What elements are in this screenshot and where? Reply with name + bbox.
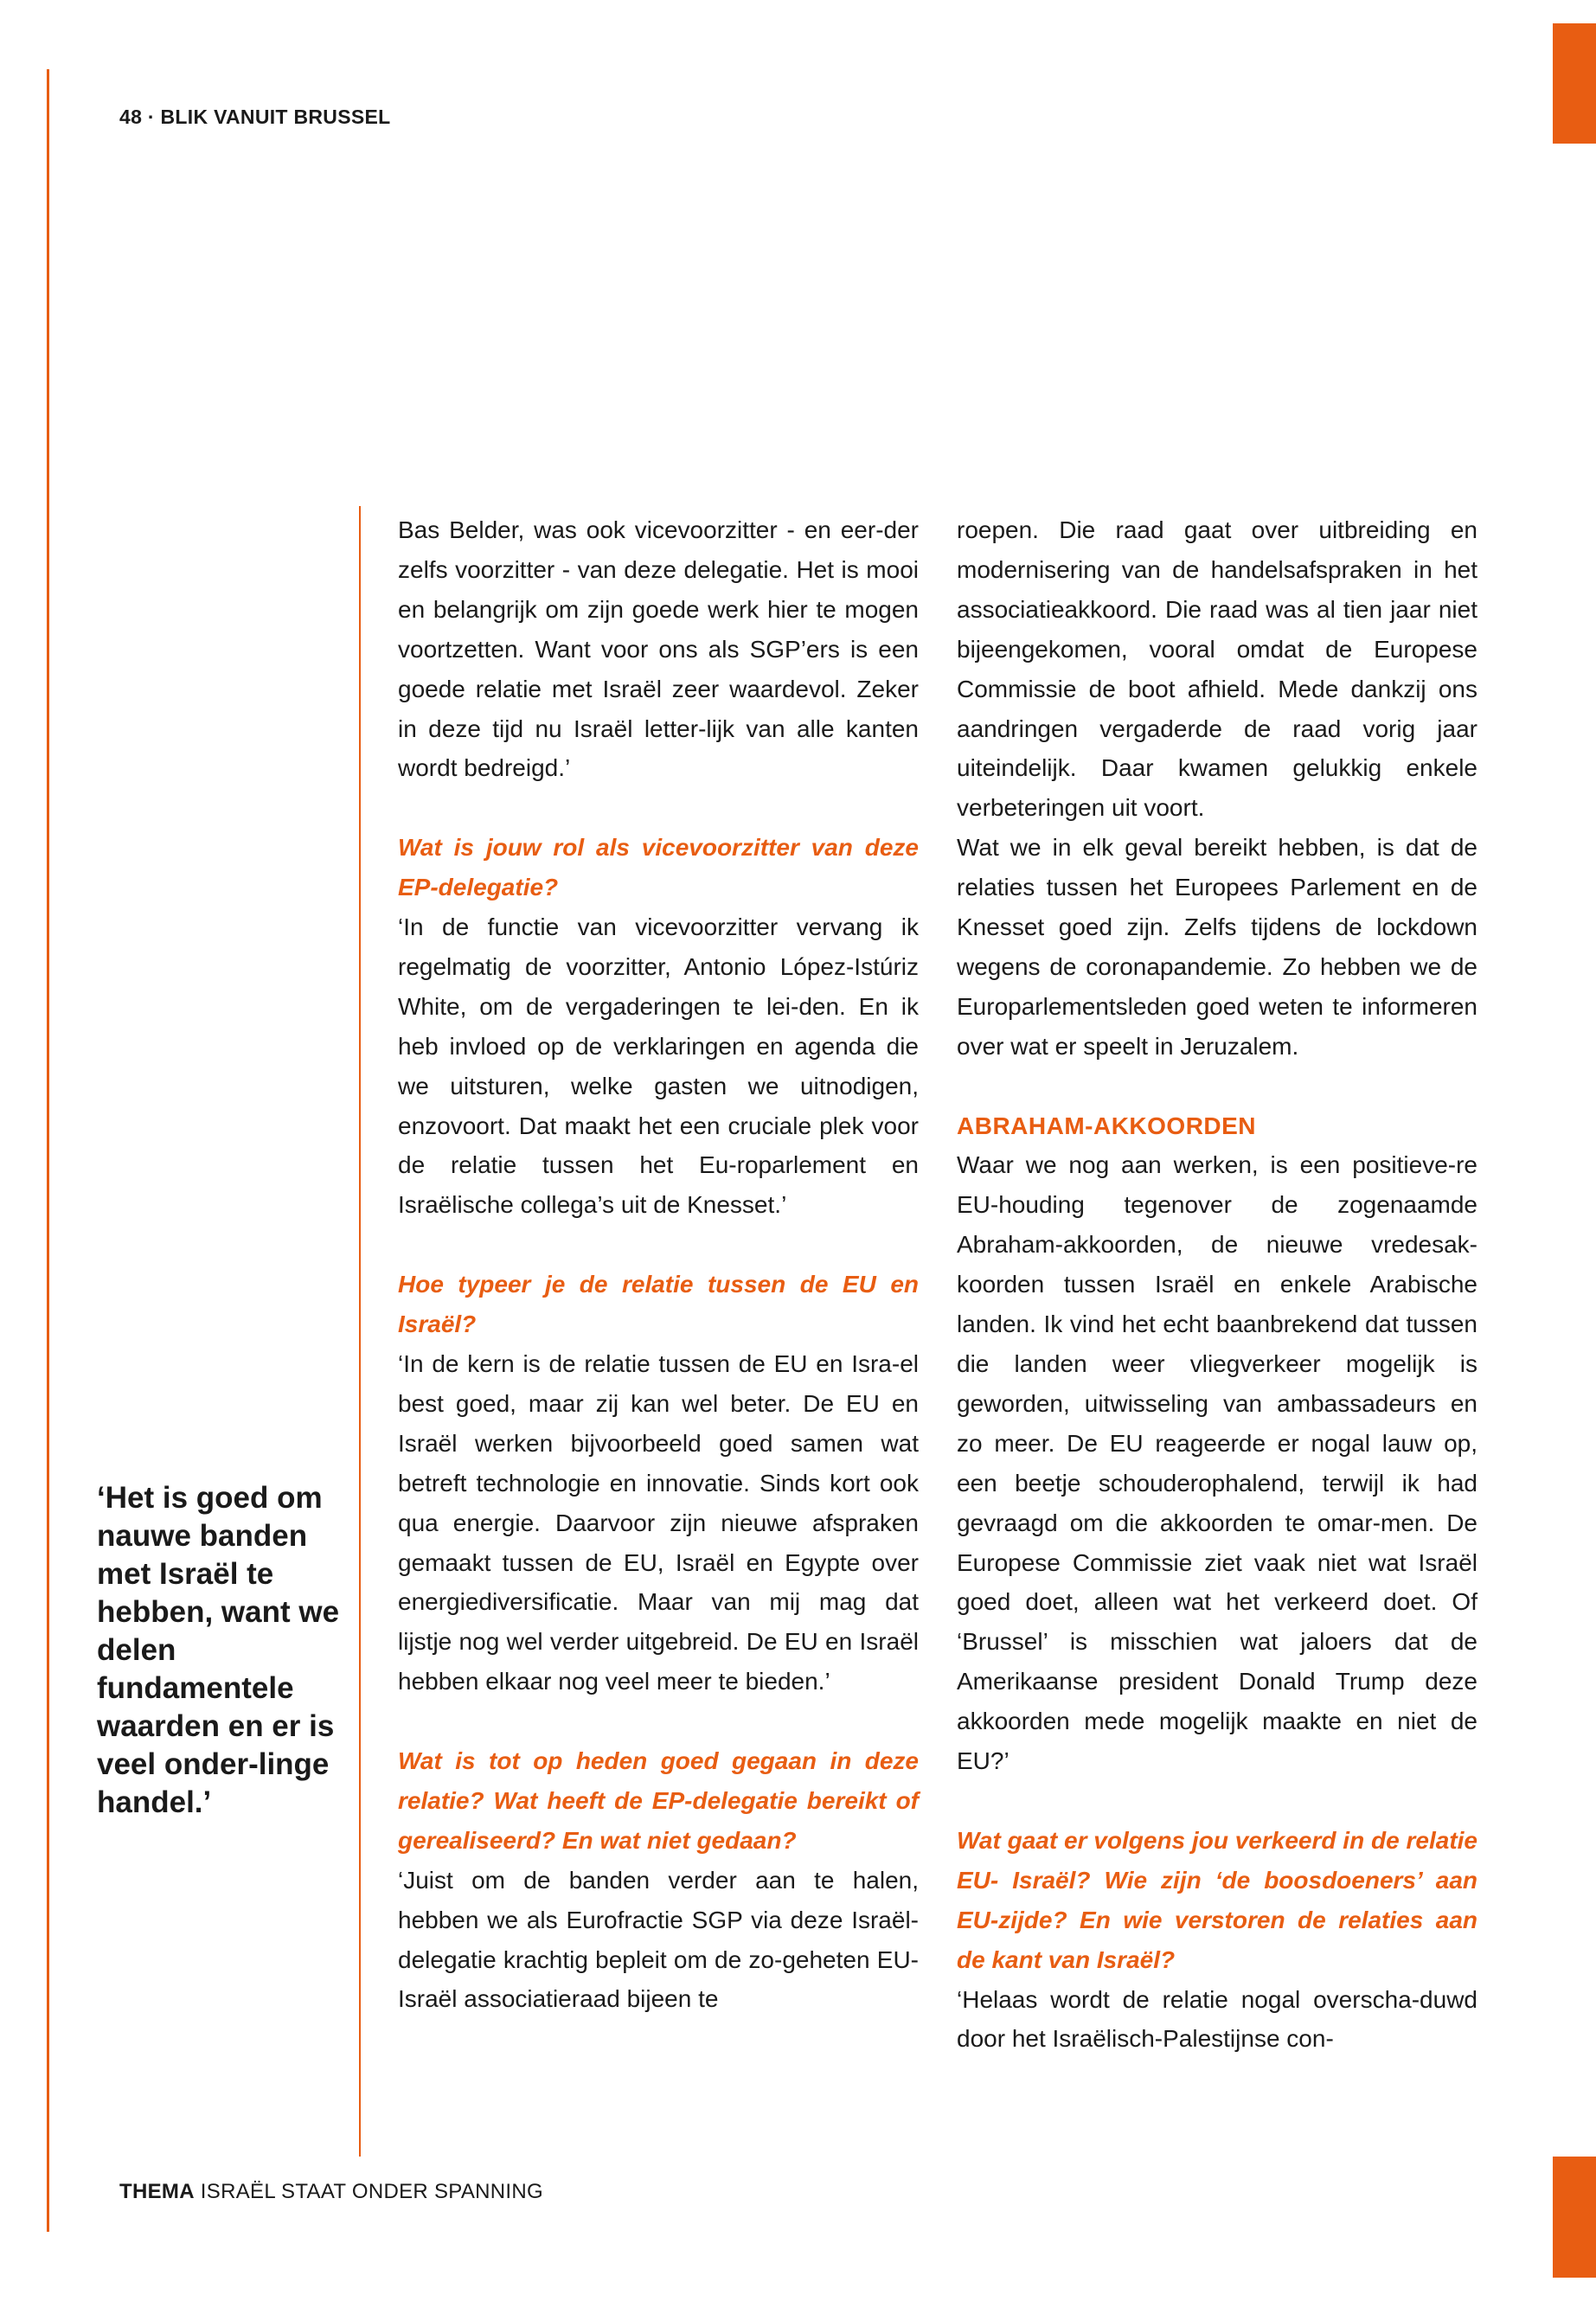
margin-rule xyxy=(47,69,49,2232)
footer-title: ISRAËL STAAT ONDER SPANNING xyxy=(200,2180,543,2203)
footer xyxy=(119,2180,543,2204)
orange-tab-bottom xyxy=(1553,2157,1596,2278)
body-paragraph: Bas Belder, was ook vicevoorzitter - en eer-der zelfs voorzitter - van deze delegatie. Het is mooi en belangrijk om zijn goede werk hier te mogen voortzetten. Want voor ons als SGP’ers is een goede relatie met Israël zeer waardevol. Zeker in deze tijd nu Israël letter-lijk van alle kanten wordt bedreigd.’ xyxy=(398,516,919,782)
interview-question: Wat is jouw rol als vicevoorzitter van deze EP-delegatie? xyxy=(398,834,919,901)
body-paragraph: ‘Juist om de banden verder aan te halen, hebben we als Eurofractie SGP via deze Israël-delegatie krachtig bepleit om de zo-geheten EU-Israël associatieraad bijeen te xyxy=(398,1866,919,2013)
footer-thema: THEMA xyxy=(119,2180,195,2203)
body-paragraph: Waar we nog aan werken, is een positieve-re EU-houding tegenover de zogenaamde Abraham-akkoorden, de nieuwe vredesak-koorden tussen Israël en enkele Arabische landen. Ik vind het echt baanbrekend dat tussen die landen weer vliegverkeer mogelijk is geworden, uitwisseling van ambassadeurs en zo meer. De EU reageerde er nogal lauw op, een beetje schouderophalend, terwijl ik had gevraagd om die akkoorden te omar-men. De Europese Commissie ziet vaak niet wat Israël goed doet, alleen wat het verkeerd doet. Of ‘Brussel’ is misschien wat jaloers dat de Amerikaanse president Donald Trump deze akkoorden mede mogelijk maakte en niet de EU?’ xyxy=(957,1151,1477,1775)
body-paragraph: ‘Helaas wordt de relatie nogal overscha-duwd door het Israëlisch-Palestijnse con- xyxy=(957,1985,1477,2053)
interview-question: Wat gaat er volgens jou verkeerd in de relatie EU- Israël? Wie zijn ‘de boosdoeners’ aan EU-zijde? En wie verstoren de relaties aan de kant van Israël? xyxy=(957,1826,1477,1973)
orange-tab-top xyxy=(1553,23,1596,144)
interview-question: Wat is tot op heden goed gegaan in deze relatie? Wat heeft de EP-delegatie bereikt of gerealiseerd? En wat niet gedaan? xyxy=(398,1747,919,1854)
interview-question: Hoe typeer je de relatie tussen de EU en Israël? xyxy=(398,1271,919,1338)
section-heading: ABRAHAM-AKKOORDEN xyxy=(957,1112,1257,1139)
column-rule xyxy=(359,506,361,2157)
pull-quote: ‘Het is goed om nauwe banden met Israël te hebben, want we delen fundamentele waarden en er is veel onder-linge handel.’ xyxy=(97,1481,340,1819)
running-head: 48 · BLIK VANUIT BRUSSEL xyxy=(119,106,391,128)
body-paragraph: Wat we in elk geval bereikt hebben, is dat de relaties tussen het Europees Parlement en de Knesset goed zijn. Zelfs tijdens de lockdown wegens de coronapandemie. Zo hebben we de Europarlementsleden goed weten te informeren over wat er speelt in Jeruzalem. xyxy=(957,834,1477,1060)
body-paragraph: roepen. Die raad gaat over uitbreiding en modernisering van de handelsafspraken in het associatieakkoord. Die raad was al tien jaar niet bijeengekomen, vooral omdat de Europese Commissie de boot afhield. Mede dankzij ons aandringen vergaderde de raad vorig jaar uiteindelijk. Daar kwamen gelukkig enkele verbeteringen uit voort. xyxy=(957,516,1477,822)
article-column-2 xyxy=(957,510,1477,2059)
body-paragraph: ‘In de kern is de relatie tussen de EU en Isra-el best goed, maar zij kan wel beter. De EU en Israël werken bijvoorbeeld goed samen wat betreft technologie en innovatie. Sinds kort ook qua energie. Daarvoor zijn nieuwe afspraken gemaakt tussen de EU, Israël en Egypte over energiediversificatie. Maar van mij mag dat lijstje nog wel verder uitgebreid. De EU en Israël hebben elkaar nog veel meer te bieden.’ xyxy=(398,1350,919,1695)
body-paragraph: ‘In de functie van vicevoorzitter vervang ik regelmatig de voorzitter, Antonio López-Istúriz White, om de vergaderingen te lei-den. En ik heb invloed op de verklaringen en agenda die we uitsturen, welke gasten we uitnodigen, enzovoort. Dat maakt het een cruciale plek voor de relatie tussen het Eu-roparlement en Israëlische collega’s uit de Knesset.’ xyxy=(398,913,919,1219)
article-column-1 xyxy=(398,510,919,2019)
